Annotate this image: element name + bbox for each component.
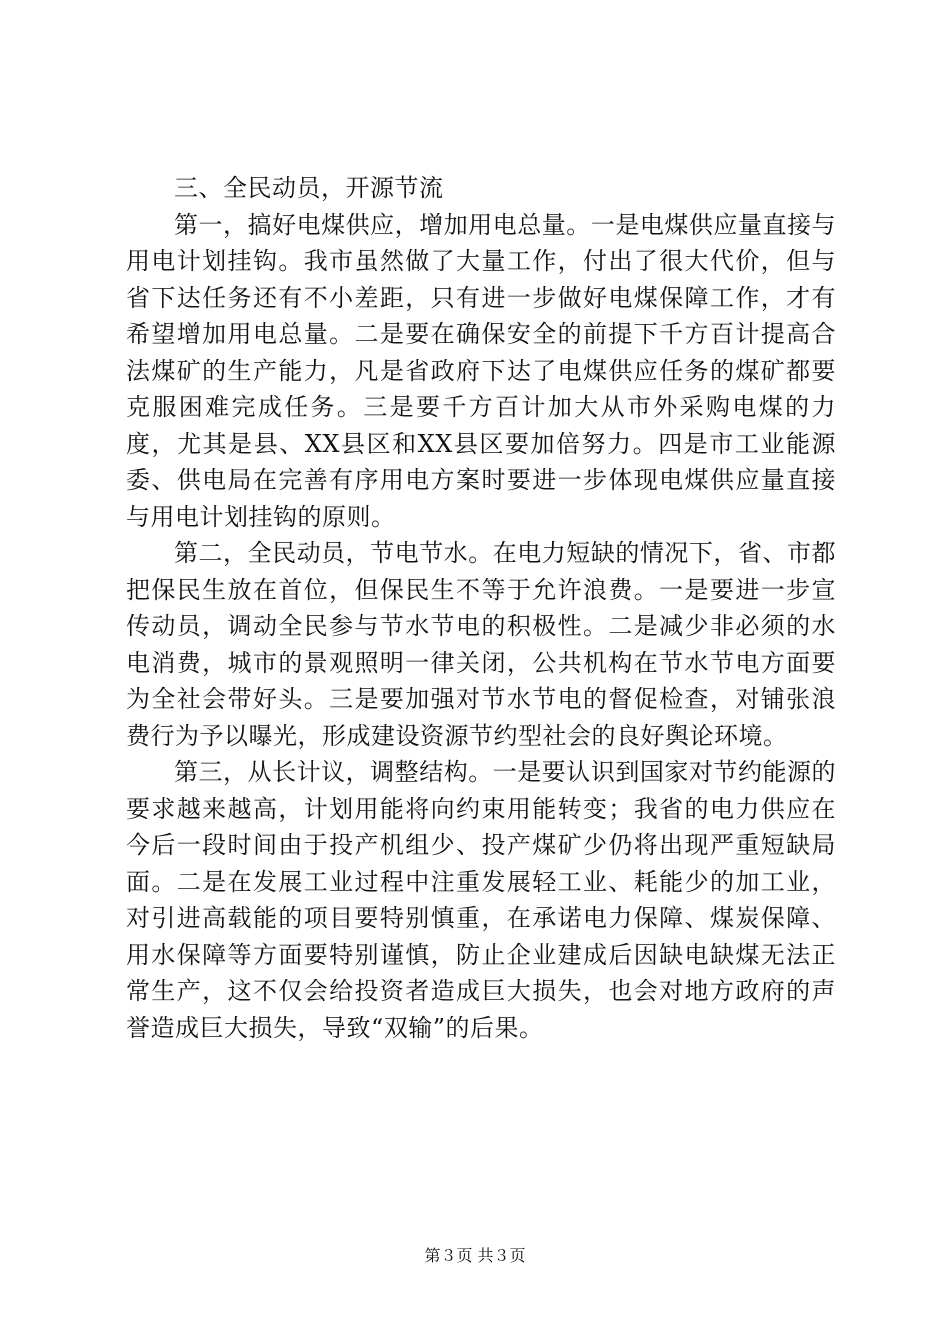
paragraph-2: 第二，全民动员，节电节水。在电力短缺的情况下，省、市都把保民生放在首位，但保民生不等于允许浪费。一是要进一步宣传动员，调动全民参与节水节电的积极性。二是减少非必须的水电消费，城市的景观照明一律关闭，公共机构在节水节电方面要为全社会带好头。三是要加强对节水节电的督促检查，对铺张浪费行为予以曝光，形成建设资源节约型社会的良好舆论环境。 (126, 539, 836, 750)
paragraph-1: 第一，搞好电煤供应，增加用电总量。一是电煤供应量直接与用电计划挂钩。我市虽然做了大量工作，付出了很大代价，但与省下达任务还有不小差距，只有进一步做好电煤保障工作，才有希望增加用电总量。二是要在确保安全的前提下千方百计提高合法煤矿的生产能力，凡是省政府下达了电煤供应任务的煤矿都要克服困难完成任务。三是要千方百计加大从市外采购电煤的力度，尤其是县、XX县区和XX县区要加倍努力。四是市工业能源委、供电局在完善有序用电方案时要进一步体现电煤供应量直接与用电计划挂钩的原则。 (126, 210, 836, 531)
section-heading: 三、全民动员，开源节流 (174, 174, 444, 202)
paragraph-3: 第三，从长计议，调整结构。一是要认识到国家对节约能源的要求越来越高，计划用能将向约束用能转变；我省的电力供应在今后一段时间由于投产机组少、投产煤矿少仍将出现严重短缺局面。二是在发展工业过程中注重发展轻工业、耗能少的加工业，对引进高载能的项目要特别慎重，在承诺电力保障、煤炭保障、用水保障等方面要特别谨慎，防止企业建成后因缺电缺煤无法正常生产，这不仅会给投资者造成巨大损失，也会对地方政府的声誉造成巨大损失，导致“双输”的后果。 (126, 758, 836, 1042)
document-body (126, 170, 836, 1046)
page-footer: 第３页 共３页 (424, 1246, 526, 1265)
